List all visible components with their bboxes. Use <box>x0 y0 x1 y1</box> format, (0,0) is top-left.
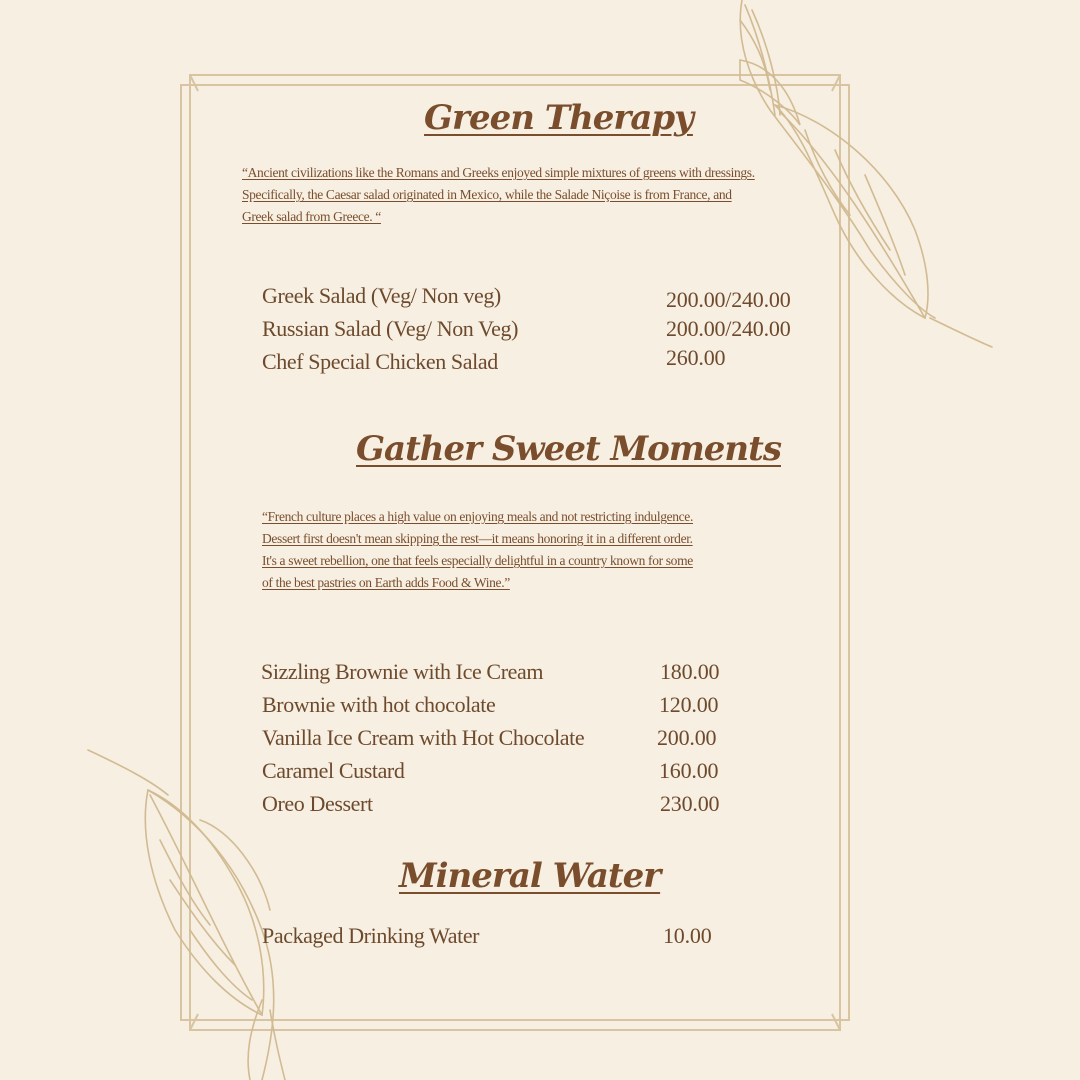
menu-item-name: Packaged Drinking Water <box>262 923 480 948</box>
menu-item-name: Vanilla Ice Cream with Hot Chocolate <box>262 725 585 750</box>
menu-item-price: 200.00/240.00 <box>666 287 791 312</box>
menu-item-name: Caramel Custard <box>262 758 405 783</box>
menu-item-name: Greek Salad (Veg/ Non veg) <box>262 283 501 308</box>
menu-item-name: Brownie with hot chocolate <box>262 692 496 717</box>
menu-item-price: 200.00 <box>657 725 717 750</box>
section-title-mineral-water: Mineral Water <box>399 856 661 896</box>
quote-line: Greek salad from Greece. “ <box>242 209 381 224</box>
leaf-illustration-bottom-left <box>88 750 285 1080</box>
menu-item-price: 180.00 <box>660 659 720 684</box>
quote-line: “French culture places a high value on enjoying meals and not restricting indulgence. <box>262 509 693 524</box>
quote-line: It's a sweet rebellion, one that feels especially delightful in a country known for some <box>262 553 693 568</box>
quote-line: Specifically, the Caesar salad originated in Mexico, while the Salade Niçoise is from France, and <box>242 187 732 202</box>
menu-item-price: 230.00 <box>660 791 720 816</box>
menu-item-price: 200.00/240.00 <box>666 316 791 341</box>
section-quote-green-therapy <box>242 162 755 228</box>
menu-item-name: Oreo Dessert <box>262 791 373 816</box>
menu-item-price: 10.00 <box>663 923 712 948</box>
menu-item-price: 160.00 <box>659 758 719 783</box>
section-quote-gather-sweet-moments <box>262 506 693 594</box>
menu-item-name: Chef Special Chicken Salad <box>262 349 498 374</box>
menu-item-name: Sizzling Brownie with Ice Cream <box>261 659 544 684</box>
menu-item-price: 120.00 <box>659 692 719 717</box>
section-title-gather-sweet-moments: Gather Sweet Moments <box>356 429 781 469</box>
menu-item-name: Russian Salad (Veg/ Non Veg) <box>262 316 519 341</box>
quote-line: of the best pastries on Earth adds Food & Wine.” <box>262 575 510 590</box>
section-title-green-therapy: Green Therapy <box>424 98 693 138</box>
quote-line: “Ancient civilizations like the Romans and Greeks enjoyed simple mixtures of greens with dressings. <box>242 165 755 180</box>
quote-line: Dessert first doesn't mean skipping the rest—it means honoring it in a different order. <box>262 531 693 546</box>
menu-item-price: 260.00 <box>666 345 726 370</box>
